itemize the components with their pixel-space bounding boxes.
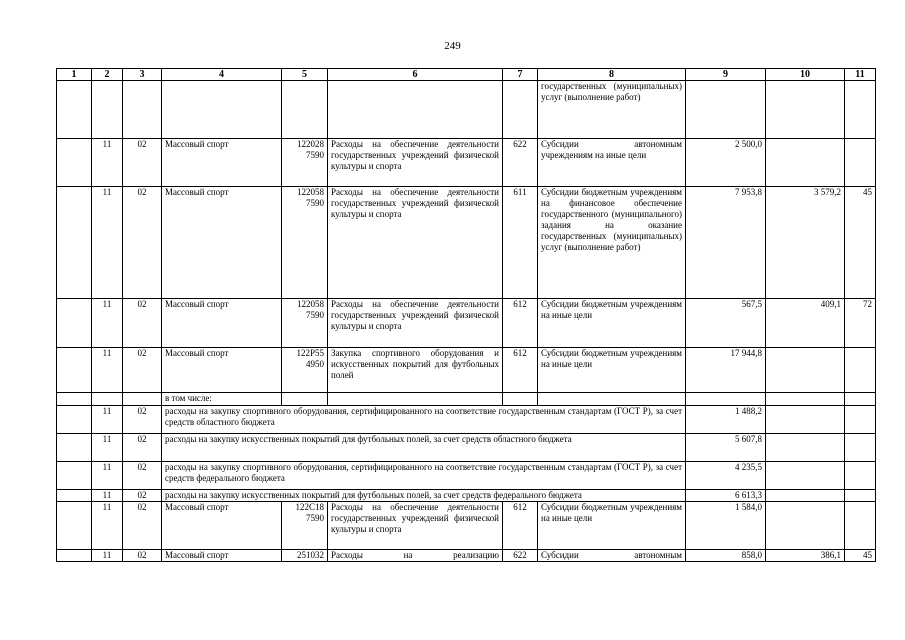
table-row xyxy=(57,81,876,139)
table-row xyxy=(57,462,876,490)
cell-c6: Расходы на обеспечение деятельности государственных учреждений физической культуры и спорта xyxy=(328,187,503,299)
cell-c2: 11 xyxy=(92,139,123,187)
col-header: 8 xyxy=(538,69,686,81)
cell-c11 xyxy=(845,502,876,550)
cell-c4: Массовый спорт xyxy=(162,550,282,562)
table-row xyxy=(57,393,876,406)
cell-c10 xyxy=(766,139,845,187)
cell-c2: 11 xyxy=(92,348,123,393)
cell-c8: Субсидии автономным xyxy=(538,550,686,562)
in-that-number-label: в том числе: xyxy=(162,393,282,406)
cell-c3: 02 xyxy=(123,348,162,393)
table-row xyxy=(57,434,876,462)
cell-c5: 122058 7590 xyxy=(282,299,328,348)
cell-c5: 122058 7590 xyxy=(282,187,328,299)
cell-c9: 1 488,2 xyxy=(686,406,766,434)
cell-c10 xyxy=(766,502,845,550)
cell-c8: Субсидии бюджетным учреждениям на финансовое обеспечение государственного (муниципального) задания на оказание государственных (муниципальных) услуг (выполнение работ) xyxy=(538,187,686,299)
cell-c7: 622 xyxy=(503,139,538,187)
cell-c7: 622 xyxy=(503,550,538,562)
table-row xyxy=(57,348,876,393)
cell-c3: 02 xyxy=(123,550,162,562)
cell-c9: 1 584,0 xyxy=(686,502,766,550)
cell-c10: 386,1 xyxy=(766,550,845,562)
cell-c6: Расходы на обеспечение деятельности государственных учреждений физической культуры и спорта xyxy=(328,502,503,550)
cell-c6: Расходы на обеспечение деятельности государственных учреждений физической культуры и спорта xyxy=(328,139,503,187)
col-header: 10 xyxy=(766,69,845,81)
cell-c4: Массовый спорт xyxy=(162,502,282,550)
cell-c10: 409,1 xyxy=(766,299,845,348)
cell-subrow-text: расходы на закупку спортивного оборудования, сертифицированного на соответствие государственным стандартам (ГОСТ Р), за счет средств областного бюджета xyxy=(162,406,686,434)
col-header: 3 xyxy=(123,69,162,81)
col-header: 2 xyxy=(92,69,123,81)
cell-c6: Закупка спортивного оборудования и искусственных покрытий для футбольных полей xyxy=(328,348,503,393)
cell-c3: 02 xyxy=(123,502,162,550)
page-number: 249 xyxy=(444,40,461,52)
cell-c8: Субсидии бюджетным учреждениям на иные цели xyxy=(538,348,686,393)
cell-c2: 11 xyxy=(92,299,123,348)
cell-c2: 11 xyxy=(92,434,123,462)
col-header: 7 xyxy=(503,69,538,81)
cell-c4: Массовый спорт xyxy=(162,299,282,348)
cell-c3: 02 xyxy=(123,406,162,434)
cell-subrow-text: расходы на закупку искусственных покрытий для футбольных полей, за счет средств федерального бюджета xyxy=(162,490,686,502)
col-header: 11 xyxy=(845,69,876,81)
cell-c6: Расходы на обеспечение деятельности государственных учреждений физической культуры и спорта xyxy=(328,299,503,348)
cell-c7: 611 xyxy=(503,187,538,299)
cell-c7: 612 xyxy=(503,299,538,348)
cell-c7: 612 xyxy=(503,348,538,393)
cell-c9: 858,0 xyxy=(686,550,766,562)
budget-table xyxy=(56,68,876,562)
cell-c9: 17 944,8 xyxy=(686,348,766,393)
cell-c2: 11 xyxy=(92,502,123,550)
cell-c3: 02 xyxy=(123,490,162,502)
table-row xyxy=(57,139,876,187)
cell-c9: 7 953,8 xyxy=(686,187,766,299)
cell-c9: 567,5 xyxy=(686,299,766,348)
table-row xyxy=(57,502,876,550)
table-row xyxy=(57,550,876,562)
table-row xyxy=(57,406,876,434)
cell-c5: 251032 xyxy=(282,550,328,562)
cell-c3: 02 xyxy=(123,139,162,187)
cell-c11 xyxy=(845,348,876,393)
col-header: 1 xyxy=(57,69,92,81)
cell-c9: 6 613,3 xyxy=(686,490,766,502)
cell-c5: 122P55 4950 xyxy=(282,348,328,393)
cell-c8: Субсидии автономным учреждениям на иные цели xyxy=(538,139,686,187)
cell-c4: Массовый спорт xyxy=(162,187,282,299)
col-header: 5 xyxy=(282,69,328,81)
cell-c6: Расходы на реализацию xyxy=(328,550,503,562)
cell-c9: 2 500,0 xyxy=(686,139,766,187)
cell-c8: Субсидии бюджетным учреждениям на иные цели xyxy=(538,502,686,550)
col-header: 4 xyxy=(162,69,282,81)
cell-c11: 45 xyxy=(845,187,876,299)
cell-c5: 122C18 7590 xyxy=(282,502,328,550)
cell-c8: Субсидии бюджетным учреждениям на иные цели xyxy=(538,299,686,348)
cell-c9: 4 235,5 xyxy=(686,462,766,490)
cell-c4: Массовый спорт xyxy=(162,139,282,187)
cell-c8: государственных (муниципальных) услуг (выполнение работ) xyxy=(538,81,686,139)
header-row xyxy=(57,69,876,81)
cell-c2: 11 xyxy=(92,462,123,490)
cell-c2: 11 xyxy=(92,187,123,299)
cell-c7: 612 xyxy=(503,502,538,550)
cell-c2: 11 xyxy=(92,550,123,562)
cell-c3: 02 xyxy=(123,462,162,490)
cell-c10 xyxy=(766,348,845,393)
cell-subrow-text: расходы на закупку искусственных покрытий для футбольных полей, за счет средств областного бюджета xyxy=(162,434,686,462)
table-row xyxy=(57,187,876,299)
cell-c4: Массовый спорт xyxy=(162,348,282,393)
cell-c11 xyxy=(845,139,876,187)
cell-subrow-text: расходы на закупку спортивного оборудования, сертифицированного на соответствие государственным стандартам (ГОСТ Р), за счет средств федерального бюджета xyxy=(162,462,686,490)
col-header: 9 xyxy=(686,69,766,81)
cell-c2: 11 xyxy=(92,490,123,502)
cell-c9: 5 607,8 xyxy=(686,434,766,462)
cell-c3: 02 xyxy=(123,187,162,299)
cell-c3: 02 xyxy=(123,299,162,348)
cell-c5: 122028 7590 xyxy=(282,139,328,187)
cell-c11: 45 xyxy=(845,550,876,562)
col-header: 6 xyxy=(328,69,503,81)
cell-c11: 72 xyxy=(845,299,876,348)
table-row xyxy=(57,490,876,502)
table-row xyxy=(57,299,876,348)
cell-c2: 11 xyxy=(92,406,123,434)
cell-c3: 02 xyxy=(123,434,162,462)
cell-c10: 3 579,2 xyxy=(766,187,845,299)
